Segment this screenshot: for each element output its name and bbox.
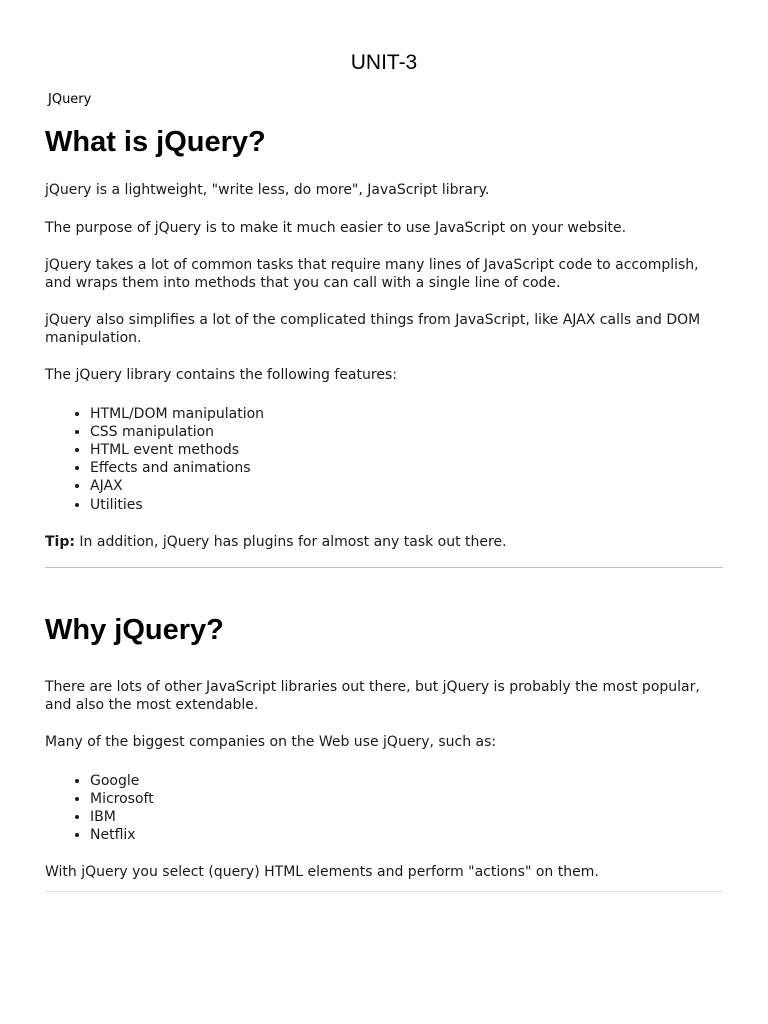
list-item: • Utilities — [90, 496, 723, 514]
section-why-jquery — [45, 612, 723, 902]
list-item: • HTML event methods — [90, 441, 723, 459]
paragraph: jQuery is a lightweight, "write less, do more", JavaScript library. — [45, 182, 490, 198]
section-divider — [45, 567, 723, 568]
list-item: • CSS manipulation — [90, 423, 723, 441]
section-divider — [45, 891, 723, 892]
list-item: • Microsoft — [90, 790, 723, 808]
section-heading: What is jQuery? — [45, 126, 266, 158]
list-item: • Google — [90, 772, 723, 790]
section-what-is-jquery — [45, 124, 723, 571]
paragraph: jQuery takes a lot of common tasks that require many lines of JavaScript code to accomplish, and wraps them into methods that you can call with a single line of code. — [45, 257, 699, 291]
paragraph: The purpose of jQuery is to make it much easier to use JavaScript on your website. — [45, 219, 627, 236]
paragraph: With jQuery you select (query) HTML elements and perform "actions" on them. — [45, 864, 599, 881]
paragraph: Many of the biggest companies on the Web use jQuery, such as: — [45, 734, 497, 750]
tip-label: Tip: — [45, 533, 75, 550]
paragraph: The jQuery library contains the following features: — [45, 367, 397, 383]
companies-list — [45, 772, 723, 845]
paragraph: jQuery also simplifies a lot of the complicated things from JavaScript, like AJAX calls and DOM manipulation. — [45, 312, 701, 346]
list-item: • Effects and animations — [90, 459, 723, 477]
unit-title: UNIT-3 — [350, 51, 418, 74]
list-item: • IBM — [90, 808, 723, 826]
tip-paragraph — [45, 534, 723, 552]
section-heading: Why jQuery? — [45, 614, 224, 646]
features-list — [45, 405, 723, 514]
subject-label: JQuery — [48, 92, 92, 107]
list-item: • AJAX — [90, 477, 723, 495]
tip-text: In addition, jQuery has plugins for almost any task out there. — [74, 533, 507, 550]
paragraph: There are lots of other JavaScript libraries out there, but jQuery is probably the most popular, and also the most extendable. — [45, 679, 700, 713]
list-item: • Netflix — [90, 826, 723, 844]
list-item: • HTML/DOM manipulation — [90, 405, 723, 423]
